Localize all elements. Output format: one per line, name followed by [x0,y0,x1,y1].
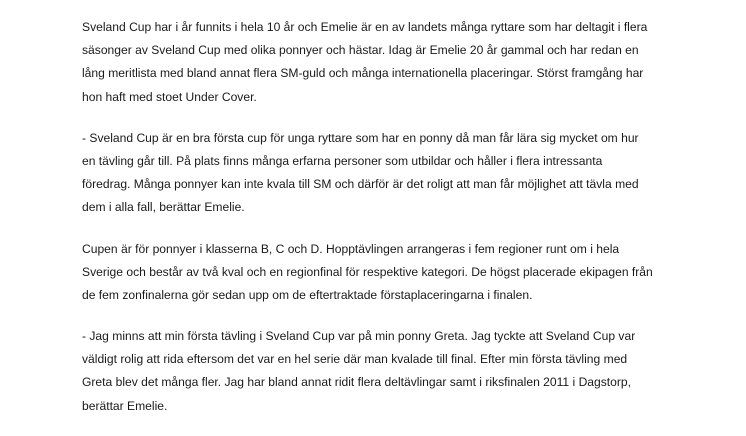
paragraph-intro [82,16,722,109]
text-line: dem i alla fall, berättar Emelie. [82,200,245,215]
text-line: berättar Emelie. [82,398,168,413]
text-line: hon haft med stoet Under Cover. [82,89,257,104]
paragraph-cup-info [82,238,722,308]
text-line: Sveland Cup har i år funnits i hela 10 år och Emelie är en av landets många ryttare som har deltagit i flera [82,20,648,34]
article-body [82,16,722,436]
text-line: säsonger av Sveland Cup med olika ponnyer och hästar. Idag är Emelie 20 år gammal och har redan en [82,43,639,58]
text-line: de fem zonfinalerna gör sedan upp om de eftertraktade förstaplaceringarna i finalen. [82,287,533,302]
text-line: Sverige och består av två kval och en regionfinal för respektive kategori. De högst placerade ekipagen från [82,264,653,279]
paragraph-quote-2 [82,325,722,418]
text-line: lång meritlista med bland annat flera SM-guld och många internationella placeringar. Störst framgång har [82,66,644,81]
text-line: - Sveland Cup är en bra första cup för unga ryttare som har en ponny då man får lära sig mycket om hur [82,130,639,145]
text-line: en tävling går till. På plats finns många erfarna personer som utbildar och håller i flera intressanta [82,153,603,168]
text-line: Greta blev det många fler. Jag har bland annat ridit flera deltävlingar samt i riksfinalen 2011 i Dagstorp, [82,375,631,390]
text-line: - Jag minns att min första tävling i Sveland Cup var på min ponny Greta. Jag tyckte att Sveland Cup var [82,329,636,344]
paragraph-quote-1 [82,127,722,220]
text-line: väldigt rolig att rida eftersom det var en hel serie där man kvalade till final. Efter min första tävling med [82,352,628,367]
text-line: föredrag. Många ponnyer kan inte kvala till SM och därför är det roligt att man får möjlighet att tävla med [82,177,639,192]
text-line: Cupen är för ponnyer i klasserna B, C och D. Hopptävlingen arrangeras i fem regioner runt om i hela [82,241,620,256]
